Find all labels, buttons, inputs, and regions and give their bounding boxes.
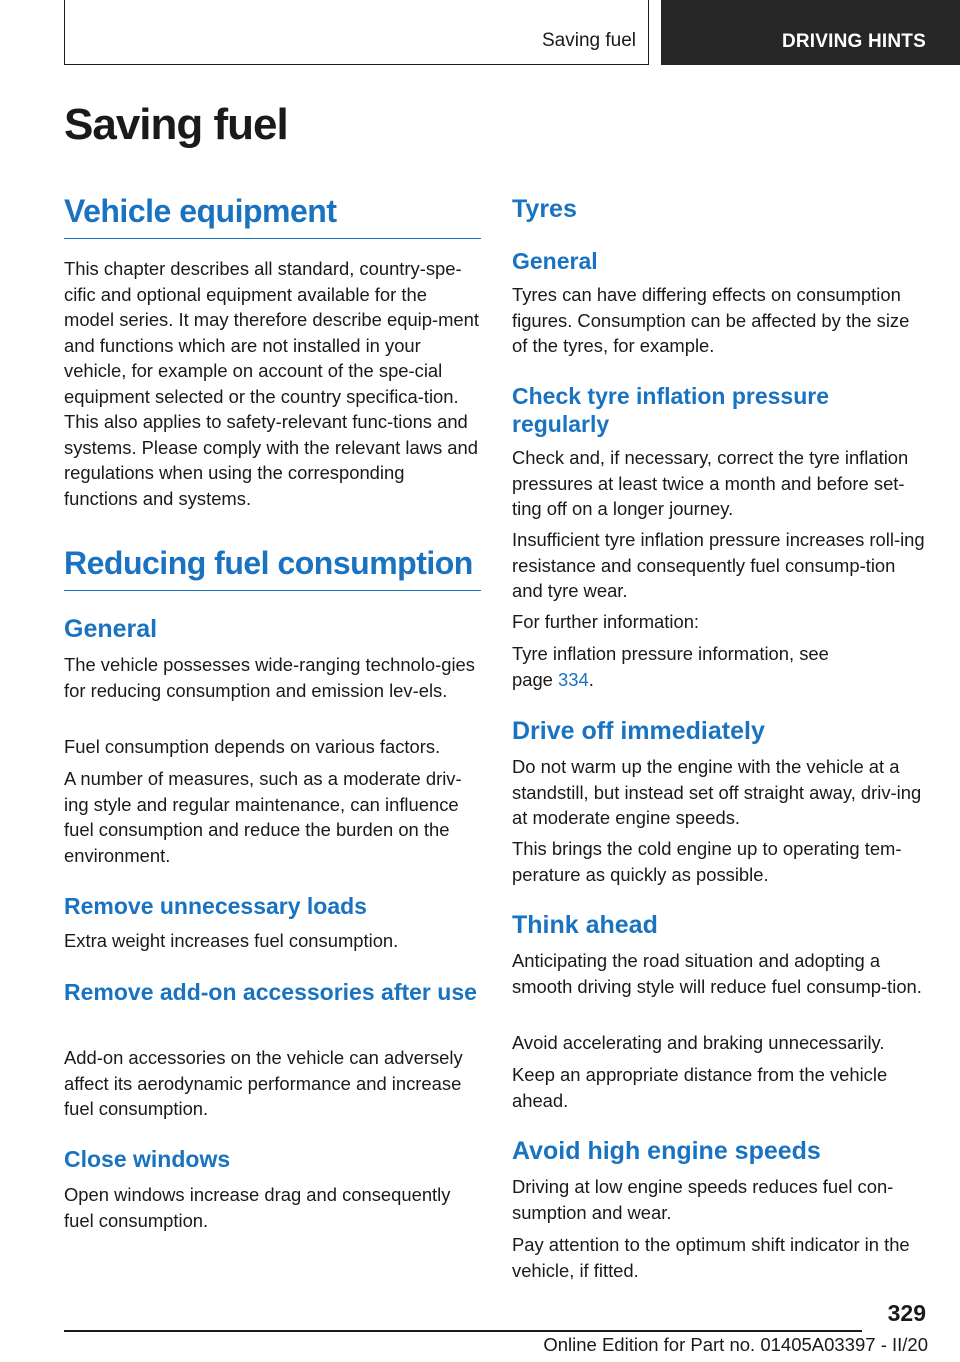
tyre-pressure-ref-end: .	[588, 668, 594, 690]
tyre-pressure-paragraph-1: Check and, if necessary, correct the tyre inflation pressures at least twice a month and before set-ting off on a longer journey.	[512, 447, 909, 519]
heading-think-ahead: Think ahead	[512, 911, 658, 939]
tyres-general-text: Tyres can have differing effects on consumption figures. Consumption can be affected by the size of the tyres, for example.	[512, 284, 910, 356]
header-section-box	[64, 0, 649, 65]
header-chapter-title: DRIVING HINTS	[781, 31, 926, 52]
heading-check-tyre-pressure: Check tyre inflation pressure regularly	[512, 383, 829, 438]
remove-loads-text: Extra weight increases fuel consumption.	[64, 930, 399, 951]
footer-divider	[64, 1330, 862, 1332]
heading-avoid-high-speeds: Avoid high engine speeds	[512, 1137, 821, 1165]
think-ahead-paragraph-1: Anticipating the road situation and adopting a smooth driving style will reduce fuel consump-tion.	[512, 950, 922, 997]
general-paragraph-2: Fuel consumption depends on various factors.	[64, 736, 441, 757]
header-chapter-box	[661, 0, 960, 65]
tyre-pressure-paragraph-2: Insufficient tyre inflation pressure increases roll-ing resistance and consequently fuel consump-tion and tyre wear.	[512, 529, 925, 601]
vehicle-equipment-text: This chapter describes all standard, country-spe-cific and optional equipment available for the model series. It may therefore describe equip-ment and functions which are not installed in your vehicle, for example on account of the spe-cial equipment selected or the country specifica-tion. This also applies to safety-relevant func-tions and systems. Please comply with the relevant laws and regulations when using the corresponding functions and systems.	[64, 258, 480, 509]
heading-remove-loads: Remove unnecessary loads	[64, 893, 367, 919]
heading-vehicle-equipment: Vehicle equipment	[64, 194, 481, 239]
heading-remove-accessories: Remove add-on accessories after use	[64, 979, 477, 1005]
think-ahead-paragraph-2: Avoid accelerating and braking unnecessarily.	[512, 1032, 885, 1053]
tyre-pressure-paragraph-3: For further information:	[512, 611, 700, 632]
heading-drive-off: Drive off immediately	[512, 717, 765, 745]
high-speeds-paragraph-1: Driving at low engine speeds reduces fuel con-sumption and wear.	[512, 1176, 894, 1223]
heading-general: General	[64, 615, 158, 643]
page-334-link[interactable]: 334	[558, 668, 589, 690]
remove-accessories-text: Add-on accessories on the vehicle can adversely affect its aerodynamic performance and increase fuel consumption.	[64, 1047, 463, 1119]
heading-tyres: Tyres	[512, 195, 577, 223]
header-section-title: Saving fuel	[541, 30, 636, 51]
close-windows-text: Open windows increase drag and consequently fuel consumption.	[64, 1184, 451, 1231]
footer-edition: Online Edition for Part no. 01405A03397 - II/20	[543, 1334, 928, 1355]
general-paragraph-1: The vehicle possesses wide-ranging technolo-gies for reducing consumption and emission lev-els.	[64, 654, 475, 701]
think-ahead-paragraph-3: Keep an appropriate distance from the vehicle ahead.	[512, 1064, 888, 1111]
heading-tyres-general: General	[512, 248, 598, 274]
page-number: 329	[887, 1300, 926, 1326]
high-speeds-paragraph-2: Pay attention to the optimum shift indicator in the vehicle, if fitted.	[512, 1234, 910, 1281]
heading-reducing-fuel-consumption: Reducing fuel consumption	[64, 546, 481, 591]
general-paragraph-3: A number of measures, such as a moderate driv-ing style and regular maintenance, can influence fuel consumption and reduce the burden on the environment.	[64, 768, 462, 866]
page-title: Saving fuel	[64, 100, 288, 149]
drive-off-paragraph-1: Do not warm up the engine with the vehicle at a standstill, but instead set off straight away, driv-ing at moderate engine speeds.	[512, 756, 922, 828]
heading-close-windows: Close windows	[64, 1146, 231, 1172]
drive-off-paragraph-2: This brings the cold engine up to operating tem-perature as quickly as possible.	[512, 838, 902, 885]
tyre-pressure-ref-text: Tyre inflation pressure information, see page	[512, 643, 829, 690]
tyre-pressure-paragraph-4	[512, 641, 852, 692]
